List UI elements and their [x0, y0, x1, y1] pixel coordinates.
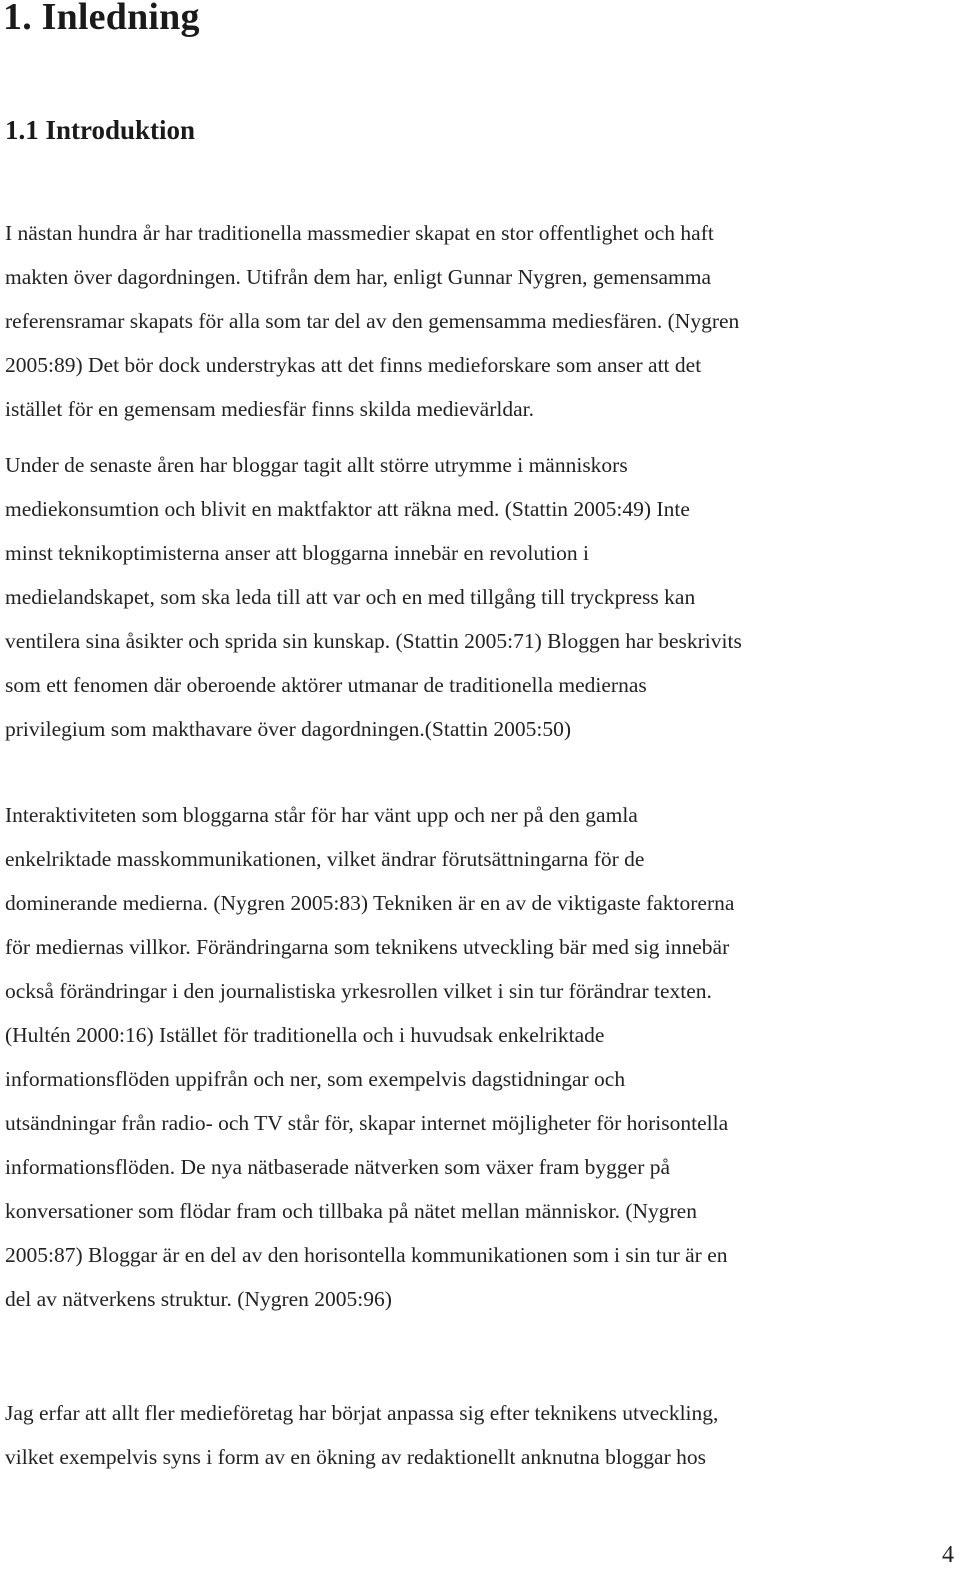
text-line: del av nätverkens struktur. (Nygren 2005:96): [5, 1287, 392, 1311]
paragraph-intro: [5, 211, 955, 431]
text-line: 2005:87) Bloggar är en del av den horisontella kommunikationen som i sin tur är en: [5, 1243, 728, 1267]
paragraph-interaktivitet: [5, 793, 955, 1321]
text-line: istället för en gemensam mediesfär finns skilda medievärldar.: [5, 397, 534, 421]
text-line: 2005:89) Det bör dock understrykas att det finns medieforskare som anser att det: [5, 353, 702, 377]
chapter-heading: 1. Inledning: [3, 0, 200, 38]
text-line: (Hultén 2000:16) Istället för traditionella och i huvudsak enkelriktade: [5, 1023, 605, 1047]
text-line: dominerande medierna. (Nygren 2005:83) Tekniken är en av de viktigaste faktorerna: [5, 891, 735, 915]
text-line: I nästan hundra år har traditionella massmedier skapat en stor offentlighet och haft: [5, 221, 714, 245]
text-line: mediekonsumtion och blivit en maktfaktor att räkna med. (Stattin 2005:49) Inte: [5, 497, 690, 521]
text-line: Jag erfar att allt fler medieföretag har börjat anpassa sig efter teknikens utveckling,: [5, 1401, 719, 1425]
text-line: Under de senaste åren har bloggar tagit allt större utrymme i människors: [5, 453, 628, 477]
text-line: privilegium som makthavare över dagordningen.(Stattin 2005:50): [5, 717, 572, 741]
text-line: medielandskapet, som ska leda till att var och en med tillgång till tryckpress kan: [5, 585, 696, 609]
text-line: vilket exempelvis syns i form av en ökning av redaktionellt anknutna bloggar hos: [5, 1445, 706, 1469]
text-line: referensramar skapats för alla som tar del av den gemensamma mediesfären. (Nygren: [5, 309, 740, 333]
paragraph-medieforetag: [5, 1391, 955, 1479]
section-heading: 1.1 Introduktion: [5, 115, 196, 145]
text-line: enkelriktade masskommunikationen, vilket ändrar förutsättningarna för de: [5, 847, 645, 871]
text-line: informationsflöden. De nya nätbaserade nätverken som växer fram bygger på: [5, 1155, 671, 1179]
text-line: som ett fenomen där oberoende aktörer utmanar de traditionella mediernas: [5, 673, 647, 697]
text-line: makten över dagordningen. Utifrån dem har, enligt Gunnar Nygren, gemensamma: [5, 265, 712, 289]
text-line: konversationer som flödar fram och tillbaka på nätet mellan människor. (Nygren: [5, 1199, 697, 1223]
paragraph-bloggar: [5, 443, 955, 751]
text-line: för mediernas villkor. Förändringarna som teknikens utveckling bär med sig innebär: [5, 935, 730, 959]
text-line: informationsflöden uppifrån och ner, som exempelvis dagstidningar och: [5, 1067, 626, 1091]
page-number: 4: [942, 1542, 954, 1568]
text-line: Interaktiviteten som bloggarna står för har vänt upp och ner på den gamla: [5, 803, 638, 827]
text-line: minst teknikoptimisterna anser att bloggarna innebär en revolution i: [5, 541, 589, 565]
text-line: utsändningar från radio- och TV står för, skapar internet möjligheter för horisontella: [5, 1111, 729, 1135]
text-line: ventilera sina åsikter och sprida sin kunskap. (Stattin 2005:71) Bloggen har beskrivits: [5, 629, 742, 653]
text-line: också förändringar i den journalistiska yrkesrollen vilket i sin tur förändrar texten.: [5, 979, 712, 1003]
